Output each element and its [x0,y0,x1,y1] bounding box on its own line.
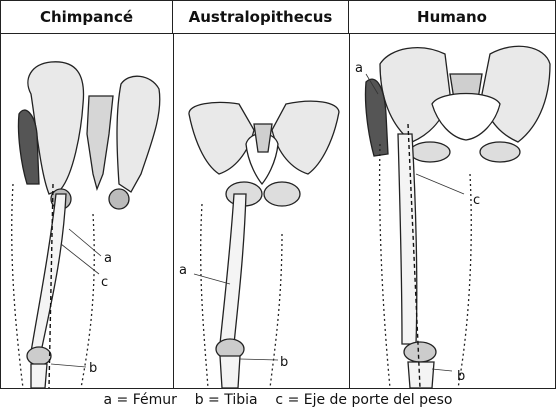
human-pelvic-inlet [432,94,500,141]
caption-tibia: b = Tibia [194,392,258,408]
australo-femur [220,194,246,344]
chimp-sacrum [87,96,113,189]
australo-ischium-right [264,182,300,206]
header-chimpanzee: Chimpancé [1,1,173,33]
header-human: Humano [417,8,487,26]
human-pelvis-left [380,48,450,142]
panel-human [350,34,555,388]
label-b-australopithecus: b [280,355,289,370]
column-headers [1,1,555,34]
australopithecus-skeleton-illustration [174,34,349,388]
label-c-chimp: c [101,275,109,290]
human-pelvis-right [482,46,550,142]
chimp-knee [27,347,51,365]
label-b-human: b [457,369,466,384]
label-a-chimp: a [104,251,112,266]
australo-pelvis-right [272,101,339,174]
human-femur [398,134,417,344]
human-tibia [408,362,434,388]
header-australopithecus: Australopithecus [173,1,349,33]
australo-tibia [220,356,240,388]
label-a-human: a [355,61,363,76]
human-ischium-right [480,142,520,162]
chimp-femur [31,194,66,352]
chimp-leg-outline [12,184,23,388]
label-c-human: c [473,193,481,208]
chimpanzee-skeleton-illustration [1,34,173,388]
label-b-chimp: b [89,361,98,376]
panel-australopithecus [174,34,349,388]
chimp-hip-socket-right [109,189,129,209]
panel-chimpanzee [1,34,173,388]
human-ischium-left [410,142,450,162]
label-a-australopithecus: a [179,263,187,278]
chimp-pelvis-right [117,76,160,192]
human-knee [404,342,436,362]
australo-pelvis-left [189,102,254,174]
caption-axis: c = Eje de porte del peso [275,392,453,408]
human-skeleton-illustration [350,34,555,388]
caption-femur: a = Fémur [103,392,177,408]
chimp-tibia [31,364,47,388]
legend-caption [0,392,556,412]
